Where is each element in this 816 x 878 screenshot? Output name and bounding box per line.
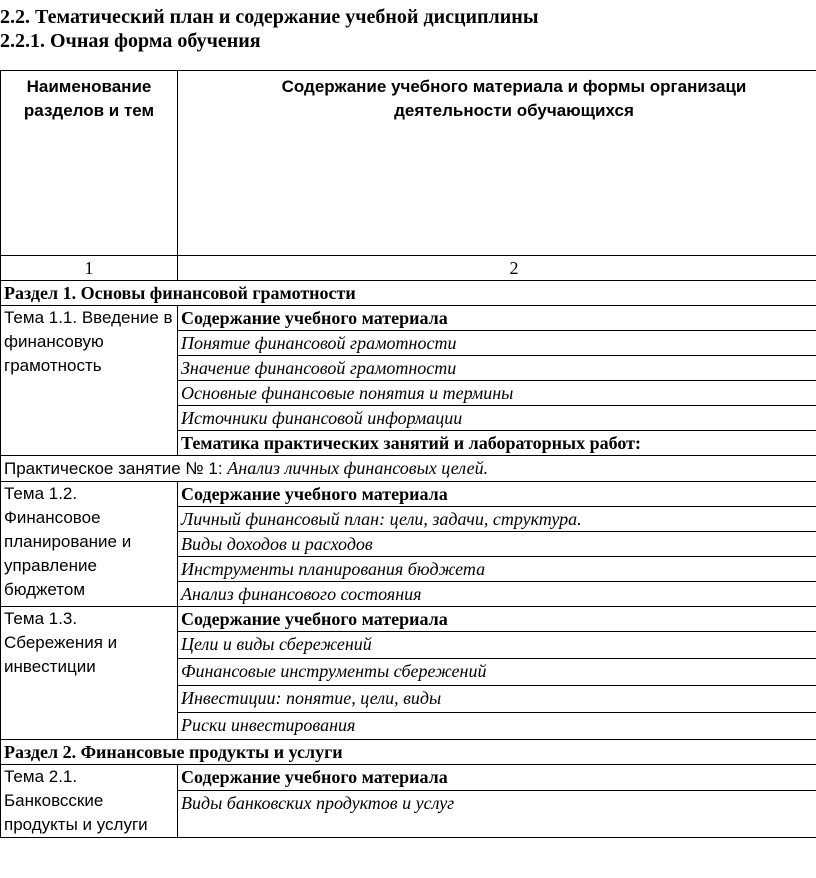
content-item: Анализ финансового состояния — [178, 582, 816, 607]
section-row — [1, 281, 816, 306]
practice-title: Анализ личных финансовых целей. — [227, 458, 489, 478]
practice-session — [1, 456, 816, 482]
content-item: Финансовые инструменты сбережений — [178, 659, 816, 686]
content-header: Содержание учебного материала — [178, 765, 816, 791]
table-row — [1, 607, 816, 632]
header-topics-column — [1, 71, 178, 256]
section-row — [1, 740, 816, 765]
header-content-line-1: Содержание учебного материала и формы организаци — [281, 77, 747, 96]
column-number-2: 2 — [178, 256, 816, 281]
content-item: Виды доходов и расходов — [178, 532, 816, 557]
content-item: Виды банковских продуктов и услуг — [178, 790, 816, 837]
content-header: Содержание учебного материала — [178, 607, 816, 632]
topic-title: Тема 2.1. Банковсские продукты и услуги — [1, 765, 178, 838]
column-number-1: 1 — [1, 256, 178, 281]
content-item: Значение финансовой грамотности — [178, 356, 816, 381]
table-row — [1, 482, 816, 507]
column-number-row — [1, 256, 816, 281]
practice-header: Тематика практических занятий и лабораторных работ: — [178, 431, 816, 456]
content-item: Источники финансовой информации — [178, 406, 816, 431]
table-row — [1, 306, 816, 331]
header-topics-label: Наименование разделов и тем — [23, 77, 155, 120]
content-item: Риски инвестирования — [178, 713, 816, 740]
content-header: Содержание учебного материала — [178, 482, 816, 507]
content-header: Содержание учебного материала — [178, 306, 816, 331]
table-header-row — [1, 71, 816, 256]
topic-title: Тема 1.1. Введение в финансовую грамотность — [1, 306, 178, 456]
header-content-column — [178, 71, 816, 256]
section-title: Раздел 1. Основы финансовой грамотности — [1, 281, 816, 306]
content-item: Понятие финансовой грамотности — [178, 331, 816, 356]
topic-title: Тема 1.2. Финансовое планирование и управление бюджетом — [1, 482, 178, 607]
content-item: Инструменты планирования бюджета — [178, 557, 816, 582]
content-item: Личный финансовый план: цели, задачи, структура. — [178, 507, 816, 532]
header-content-line-2: деятельности обучающихся — [394, 101, 634, 120]
content-item: Инвестиции: понятие, цели, виды — [178, 686, 816, 713]
section-title: Раздел 2. Финансовые продукты и услуги — [1, 740, 816, 765]
topic-title: Тема 1.3. Сбережения и инвестиции — [1, 607, 178, 740]
document-heading: 2.2. Тематический план и содержание учебной дисциплины — [0, 6, 539, 28]
thematic-plan-table — [0, 70, 816, 838]
content-item: Цели и виды сбережений — [178, 632, 816, 659]
practice-label: Практическое занятие № 1: — [4, 459, 228, 478]
table-row — [1, 765, 816, 791]
practice-row — [1, 456, 816, 482]
document-subheading: 2.2.1. Очная форма обучения — [0, 30, 261, 52]
content-item: Основные финансовые понятия и термины — [178, 381, 816, 406]
